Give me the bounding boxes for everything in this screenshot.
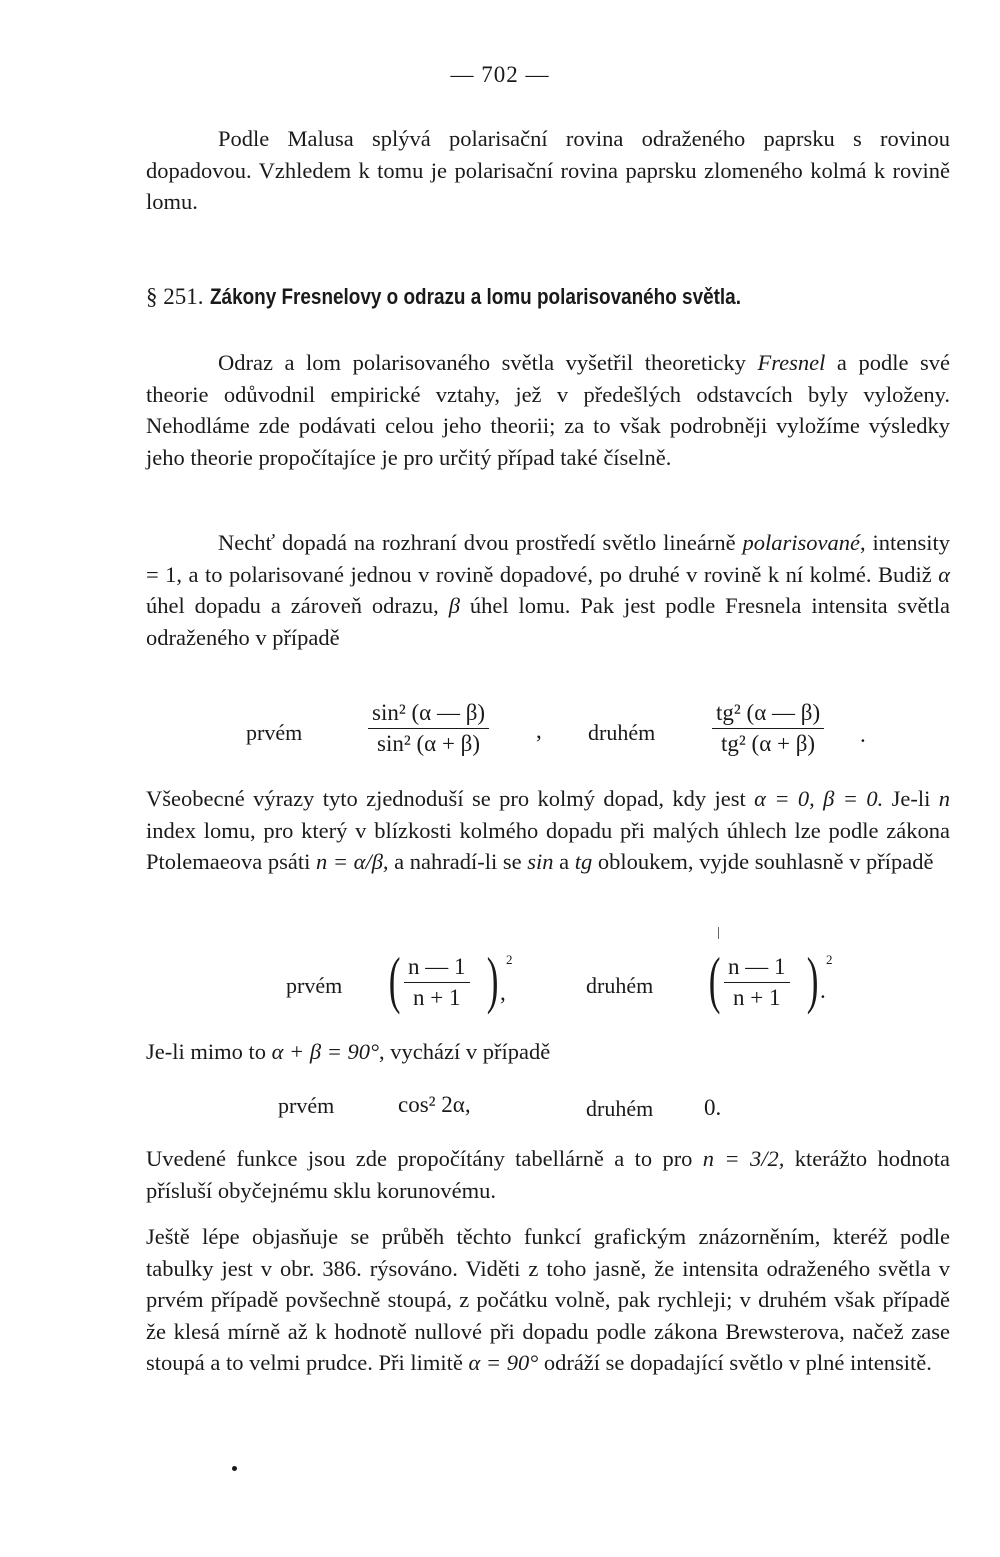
equation1-comma: , [536,718,542,743]
exponent-2: 2 [826,952,833,967]
fraction-sin-denominator: sin² (α + β) [377,731,481,756]
paragraph-normal-incidence: Všeobecné výrazy tyto zjednoduší se pro kolmý dopad, kdy jest α = 0, β = 0. Je-li n index lomu, pro který v blízkosti kolmého dopadu při malých úhlech lze podle zákona Ptolemaeova psáti n = α/β, a nahradí-li se sin a tg obloukem, vyjde souhlasně v případě [146,786,950,874]
equation2-period: . [820,978,826,1003]
right-parenthesis-1: ) [486,944,499,1015]
equation2-comma: , [500,980,506,1005]
left-parenthesis-1: ( [388,944,401,1015]
paragraph-setup: Nechť dopadá na rozhraní dvou prostředí světlo lineárně polarisované, intensity = 1, a to polarisované jednou v rovině dopadové, po druhé v rovině k ní kolmé. Budiž α úhel dopadu a zároveň odrazu, β úhel lomu. Pak jest podle Fresnela intensita světla odraženého v případě [146,530,951,650]
equation1-period: . [860,722,866,747]
exponent-1: 2 [506,952,513,967]
paragraph-right-angle: Je-li mimo to α + β = 90°, vychází v případě [146,1039,551,1064]
paragraph-fresnel: Odraz a lom polarisovaného světla vyšetřil theoreticky Fresnel a podle své theorie odůvodnil empirické vztahy, jež v předešlých odstavcích byly vyloženy. Nehodláme zde podávati celou jeho theorii; za to však podrobněji vyložíme výsledky jeho theorie propočítajíce je pro určitý případ také číselně. [146,350,951,470]
name-fresnel: Fresnel [757,350,826,375]
fraction-n-second [724,952,790,1013]
fraction-sin-numerator: sin² (α — β) [368,698,489,729]
fraction-tg [712,698,824,759]
paragraph-malus-text: Podle Malusa splývá polarisační rovina odraženého paprsku s rovinou dopadovou. Vzhledem k tomu je polarisační rovina paprsku zlomeného kolmá k rovině lomu. [146,126,950,214]
left-parenthesis-2: ( [708,944,721,1015]
equation3-value-first: cos² 2α, [398,1092,471,1117]
section-heading [146,284,956,310]
equation1-label-first: prvém [246,720,303,745]
scan-mark [718,927,719,939]
fraction-tg-numerator: tg² (α — β) [712,698,824,729]
equation2-label-second: druhém [586,973,654,998]
equation2-label-first: prvém [286,973,343,998]
paragraph-graph: Ještě lépe objasňuje se průběh těchto funkcí grafickým znázorněním, kteréž podle tabulky jest v obr. 386. rýsováno. Viděti z toho jasně, že intensita odraženého světla v prvém případě povšechně stoupá, z počátku volně, pak rychleji; v druhém však případě že klesá mírně až k hodnotě nullové při dopadu podle zákona Brewsterova, načež zase stoupá a to velmi prudce. Při limitě α = 90° odráží se dopadající světlo v plné intensitě. [146,1224,950,1375]
equation1-label-second: druhém [588,720,656,745]
paragraph-malus [146,123,950,218]
section-title: Zákony Fresnelovy o odrazu a lomu polarisovaného světla. [209,284,741,309]
fraction-n-first-denominator: n + 1 [413,985,461,1010]
equation3-value-second: 0. [704,1095,722,1120]
right-parenthesis-2: ) [806,944,819,1015]
equation3-label-second: druhém [586,1096,654,1121]
scan-dot [232,1466,237,1471]
fraction-n-first-numerator: n — 1 [404,952,470,983]
fraction-n-second-denominator: n + 1 [733,985,781,1010]
equation3-label-first: prvém [278,1093,335,1118]
fraction-n-second-numerator: n — 1 [724,952,790,983]
fraction-sin [368,698,489,759]
section-number: § 251. [146,284,204,309]
fraction-n-first [404,952,470,1013]
paragraph-tabulation: Uvedené funkce jsou zde propočítány tabellárně a to pro n = 3/2, kterážto hodnota přísluší obyčejnému sklu korunovému. [146,1146,950,1203]
page-number: — 702 — [450,62,550,87]
fraction-tg-denominator: tg² (α + β) [721,731,816,756]
